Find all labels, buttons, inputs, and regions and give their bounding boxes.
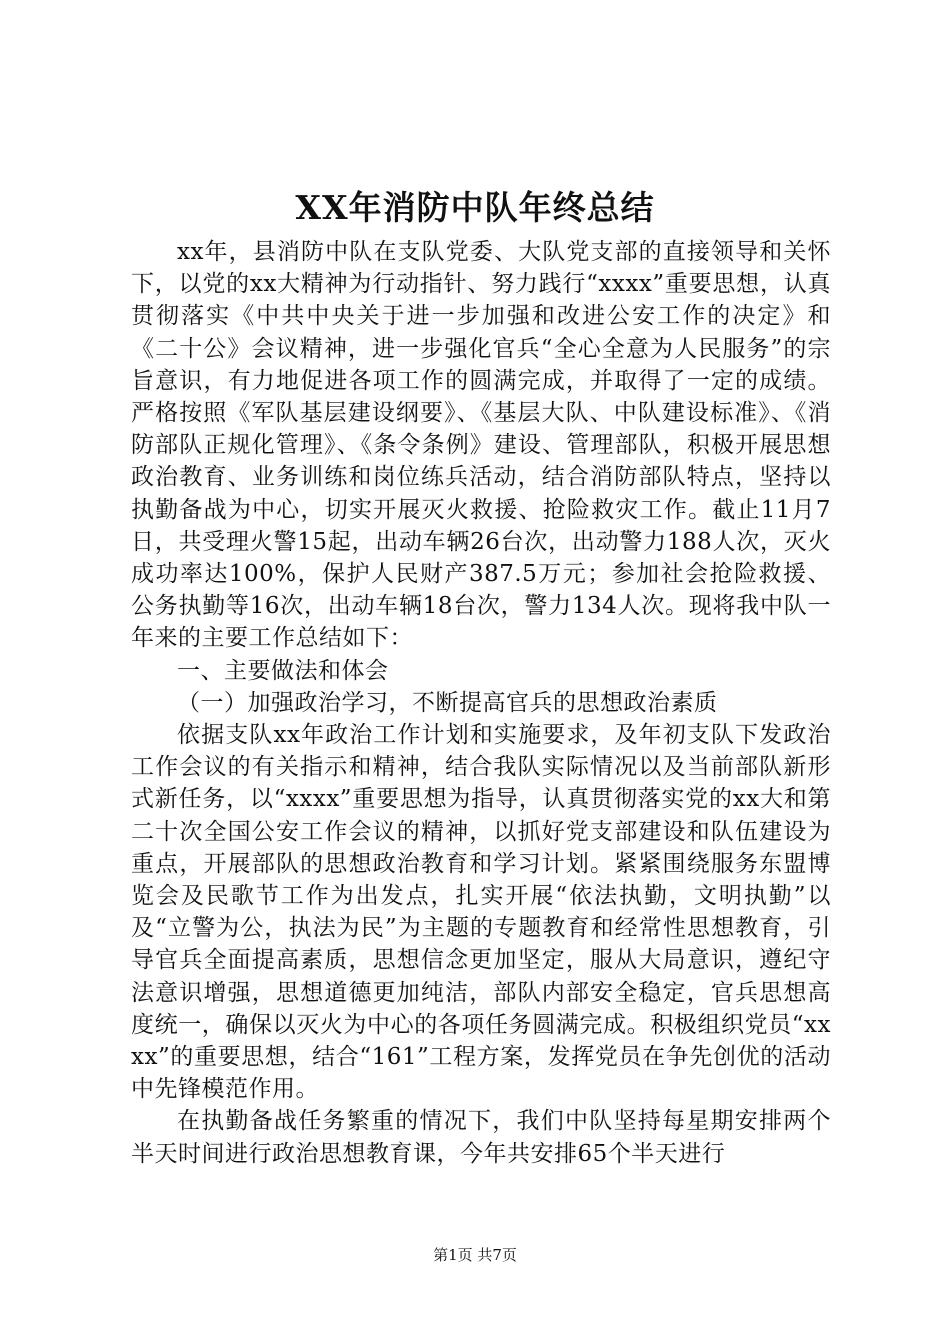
- document-title: XX年消防中队年终总结: [295, 188, 655, 227]
- document-body: [131, 236, 831, 1170]
- page-number-footer: 第1页 共7页: [433, 1246, 517, 1264]
- subsection-heading: （一）加强政治学习，不断提高官兵的思想政治素质: [177, 689, 718, 716]
- duty-education-paragraph: 在执勤备战任务繁重的情况下，我们中队坚持每星期安排两个半天时间进行政治思想教育课，今年共安排65个半天进行: [131, 1108, 831, 1167]
- intro-paragraph: xx年，县消防中队在支队党委、大队党支部的直接领导和关怀下，以党的xx大精神为行动指针、努力践行“xxxx”重要思想，认真贯彻落实《中共中央关于进一步加强和改进公安工作的决定》和《二十公》会议精神，进一步强化官兵“全心全意为人民服务”的宗旨意识，有力地促进各项工作的圆满完成，并取得了一定的成绩。严格按照《军队基层建设纲要》、《基层大队、中队建设标准》、《消防部队正规化管理》、《条令条例》建设、管理部队，积极开展思想政治教育、业务训练和岗位练兵活动，结合消防部队特点，坚持以执勤备战为中心，切实开展灭火救援、抢险救灾工作。截止11月7日，共受理火警15起，出动车辆26台次，出动警力188人次，灭火成功率达100%，保护人民财产387.5万元；参加社会抢险救援、公务执勤等16次，出动车辆18台次，警力134人次。现将我中队一年来的主要工作总结如下：: [131, 239, 831, 652]
- political-study-paragraph: 依据支队xx年政治工作计划和实施要求，及年初支队下发政治工作会议的有关指示和精神，结合我队实际情况以及当前部队新形式新任务，以“xxxx”重要思想为指导，认真贯彻落实党的xx大和第二十次全国公安工作会议的精神，以抓好党支部建设和队伍建设为重点，开展部队的思想政治教育和学习计划。紧紧围绕服务东盟博览会及民歌节工作为出发点，扎实开展“依法执勤，文明执勤”以及“立警为公，执法为民”为主题的专题教育和经常性思想教育，引导官兵全面提高素质，思想信念更加坚定，服从大局意识，遵纪守法意识增强，思想道德更加纯洁，部队内部安全稳定，官兵思想高度统一，确保以灭火为中心的各项任务圆满完成。积极组织党员“xxxx”的重要思想，结合“161”工程方案，发挥党员在争先创优的活动中先锋模范作用。: [131, 722, 831, 1103]
- section-heading: 一、主要做法和体会: [177, 657, 389, 684]
